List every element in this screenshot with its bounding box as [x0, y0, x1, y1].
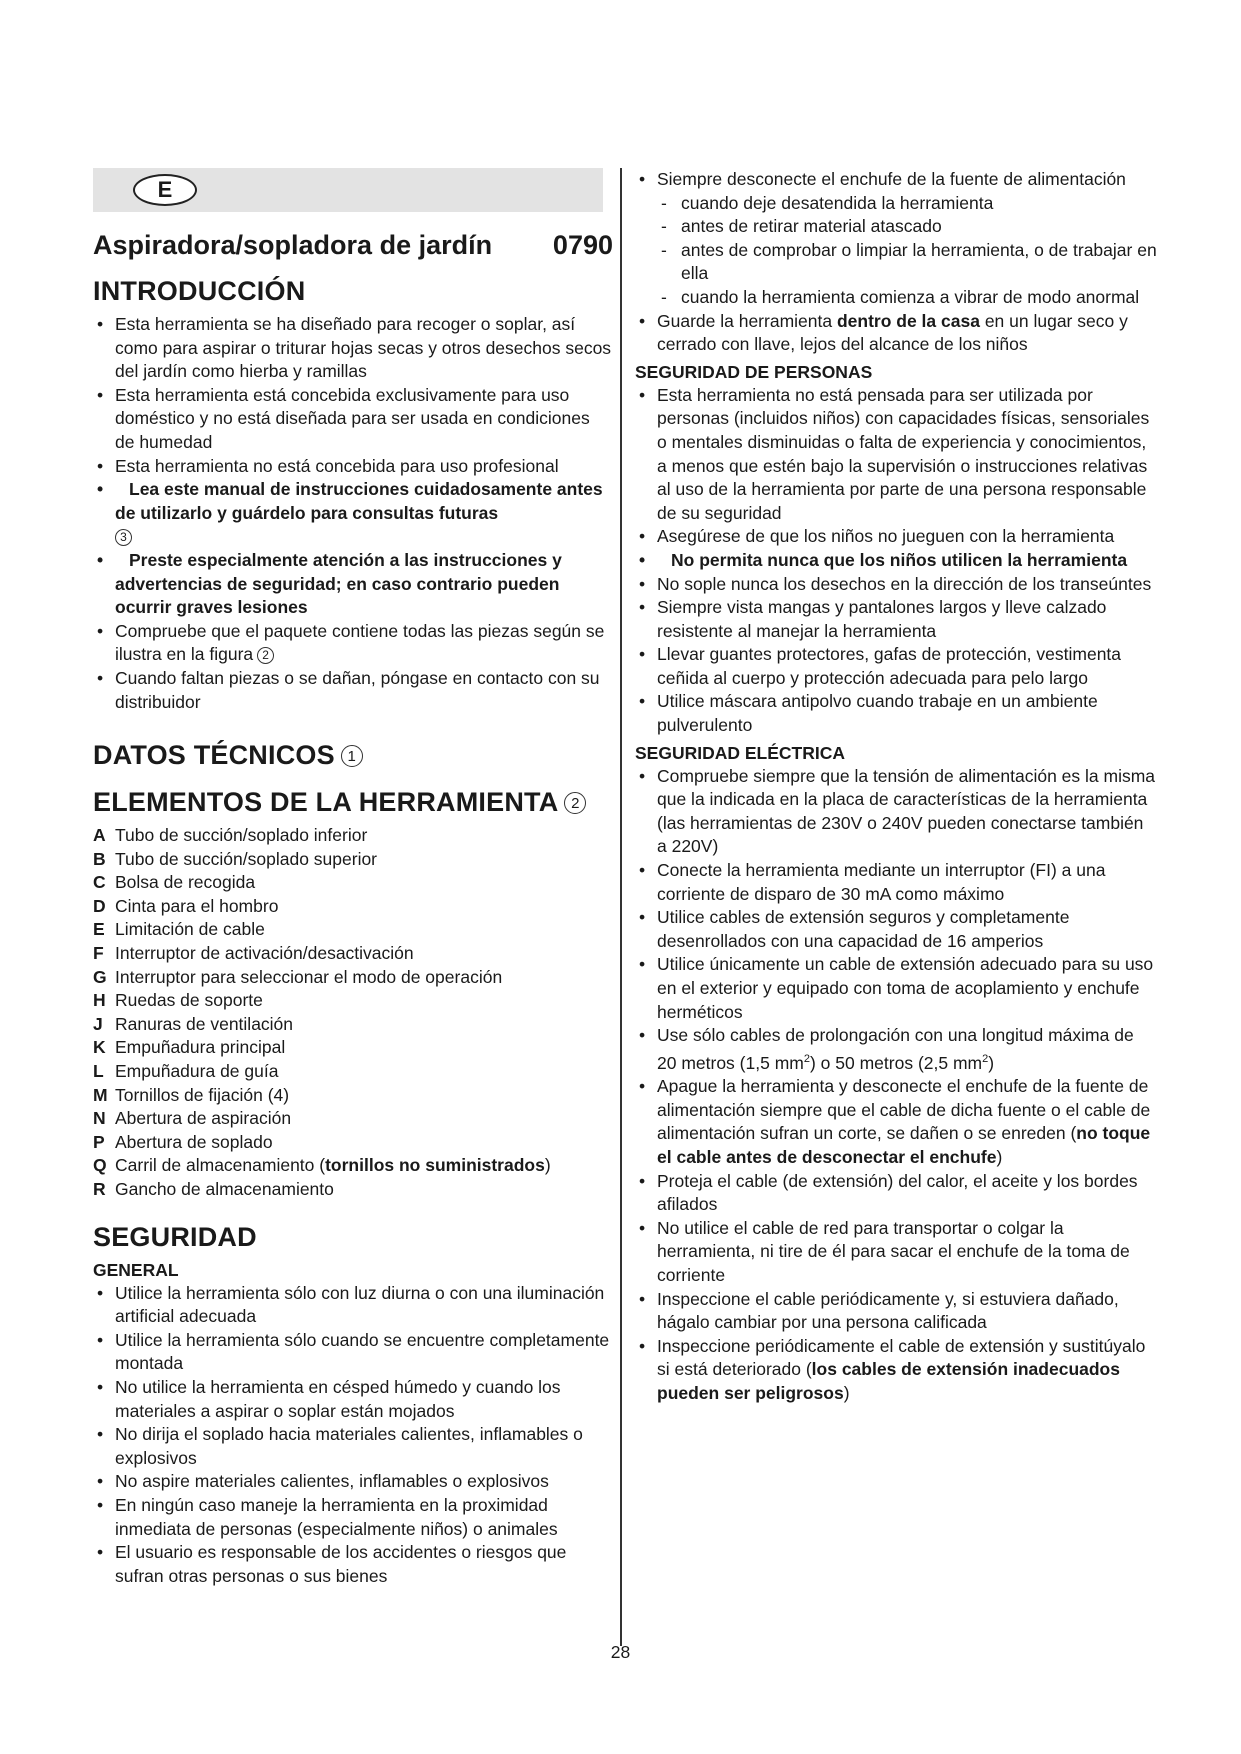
electrical-safety-heading: SEGURIDAD ELÉCTRICA: [635, 742, 846, 763]
language-bar: [93, 168, 603, 212]
part-text: Abertura de soplado: [115, 1131, 273, 1152]
tool-elements-heading: [93, 787, 613, 818]
figure-ref-1: 1: [341, 745, 363, 767]
list-item: • No utilice el cable de red para transportar o colgar la herramienta, ni tire de él para sacar el enchufe de la toma de corriente: [635, 1217, 1157, 1288]
language-badge: E: [133, 174, 197, 206]
electrical-safety-list-2: [635, 1024, 1157, 1169]
package-check-text: Compruebe que el paquete contiene todas las piezas según se ilustra en la figura: [115, 620, 605, 665]
cable-length-text-2: ) o 50 metros (2,5 mm: [809, 1052, 983, 1073]
list-item: • Esta herramienta no está concebida para uso profesional: [93, 455, 613, 479]
part-letter: P: [93, 1131, 105, 1152]
parts-list-tail: [93, 1154, 613, 1201]
store-emphasis: dentro de la casa: [836, 310, 980, 331]
list-item: [635, 1075, 1157, 1169]
list-item: • Conecte la herramienta mediante un interruptor (FI) a una corriente de disparo de 30 mA como máximo: [635, 859, 1157, 906]
switch-off-text: Apague la herramienta y desconecte el enchufe de la fuente de alimentación siempre que el cable de dicha fuente o el cable de alimentación sufran un corte, se dañen o se enreden (: [657, 1076, 1151, 1144]
list-item: • Siempre desconecte el enchufe de la fuente de alimentación: [635, 168, 1157, 192]
safety-heading: SEGURIDAD: [93, 1221, 257, 1252]
part-row: [93, 1154, 613, 1178]
part-letter: N: [93, 1108, 106, 1129]
personal-safety-list-2: [635, 573, 1157, 738]
part-letter: M: [93, 1084, 108, 1105]
part-letter: A: [93, 825, 106, 846]
product-name: Aspiradora/sopladora de jardín: [93, 230, 493, 260]
part-text: Tornillos de fijación (4): [115, 1084, 290, 1105]
personal-safety-bold: [635, 549, 1157, 573]
list-item: [93, 620, 613, 667]
part-letter: C: [93, 872, 106, 893]
part-text: Ruedas de soporte: [115, 990, 263, 1011]
inspect-emphasis: los cables de extensión inadecuados pueden ser peligrosos: [657, 1359, 1120, 1403]
children-warning: No permita nunca que los niños utilicen la herramienta: [671, 549, 1128, 570]
part-text: Gancho de almacenamiento: [115, 1179, 334, 1199]
inspect-close: ): [843, 1382, 850, 1403]
list-item: • No aspire materiales calientes, inflamables o explosivos: [93, 1470, 613, 1494]
list-item: • Esta herramienta está concebida exclusivamente para uso doméstico y no está diseñada para ser usada en condiciones de humedad: [93, 384, 613, 455]
list-item: • El usuario es responsable de los accidentes o riesgos que sufran otras personas o sus bienes: [93, 1541, 613, 1588]
personal-safety-list: [635, 384, 1157, 549]
part-letter: J: [93, 1013, 103, 1034]
technical-data-title: DATOS TÉCNICOS: [93, 740, 335, 771]
list-item: • Esta herramienta no está pensada para ser utilizada por personas (incluidos niños) con capacidades físicas, sensoriales o mentales disminuidas o falta de experiencia y conocimientos, a menos que estén bajo la supervisión o instrucciones relativas al uso de la herramienta por parte de una persona responsable de su seguridad: [635, 384, 1157, 526]
model-number: 0790: [552, 230, 613, 260]
unplug-list: [635, 168, 1157, 192]
figure-ref-2: 2: [564, 792, 586, 814]
list-item: • Cuando faltan piezas o se dañan, póngase en contacto con su distribuidor: [93, 667, 613, 714]
general-heading: GENERAL: [93, 1259, 179, 1280]
list-item: • Utilice la herramienta sólo con luz diurna o con una iluminación artificial adecuada: [93, 1282, 613, 1329]
list-item: • En ningún caso maneje la herramienta en la proximidad inmediata de personas (especialmente niños) o animales: [93, 1494, 613, 1541]
part-letter: H: [93, 990, 106, 1011]
store-text-end: en un lugar seco y cerrado con llave, lejos del alcance de los niños: [657, 310, 1128, 355]
part-row: [93, 824, 613, 848]
part-letter: B: [93, 848, 106, 869]
figure-ref-3: 3: [115, 529, 132, 546]
list-item: • Esta herramienta se ha diseñado para recoger o soplar, así como para aspirar o triturar hojas secas y otros desechos secos del jardín como hierba y ramillas: [93, 313, 613, 384]
list-item: • Utilice la herramienta sólo cuando se encuentre completamente montada: [93, 1329, 613, 1376]
technical-data-heading: [93, 740, 613, 771]
part-row: [93, 918, 613, 942]
list-item: • Compruebe siempre que la tensión de alimentación es la misma que la indicada en la placa de características de la herramienta (las herramientas de 230V o 240V pueden conectarse también a 220V): [635, 765, 1157, 859]
right-column: [635, 168, 1157, 1406]
list-item-bold: [93, 549, 613, 620]
switch-off-emphasis: no toque el cable antes de desconectar el enchufe: [657, 1123, 1151, 1167]
part-row: [93, 848, 613, 872]
list-item: [635, 1024, 1157, 1075]
part-row: [93, 1013, 613, 1037]
list-item: • No sople nunca los desechos en la dirección de los transeúntes: [635, 573, 1157, 597]
document-title: [93, 230, 613, 266]
electrical-safety-list: [635, 765, 1157, 1025]
list-item: - cuando la herramienta comienza a vibrar de modo anormal: [635, 286, 1157, 310]
list-item-bold: [93, 478, 613, 549]
list-item: • Utilice cables de extensión seguros y completamente desenrollados con una capacidad de 16 amperios: [635, 906, 1157, 953]
part-row: [93, 1084, 613, 1108]
part-letter: D: [93, 895, 106, 916]
tool-elements-title: ELEMENTOS DE LA HERRAMIENTA: [93, 787, 559, 818]
part-letter: Q: [93, 1155, 107, 1176]
part-text: Carril de almacenamiento (: [115, 1155, 326, 1176]
list-item: - cuando deje desatendida la herramienta: [635, 192, 1157, 216]
part-letter: F: [93, 943, 104, 964]
intro-heading: INTRODUCCIÓN: [93, 276, 306, 306]
part-row: [93, 871, 613, 895]
list-item: [635, 310, 1157, 357]
part-row: [93, 966, 613, 990]
part-row: [93, 1131, 613, 1155]
part-text: Empuñadura principal: [115, 1037, 286, 1058]
list-item: • No utilice la herramienta en césped húmedo y cuando los materiales a aspirar o soplar están mojados: [93, 1376, 613, 1423]
part-row: [93, 1107, 613, 1131]
part-close: ): [544, 1155, 551, 1176]
cable-length-close: ): [988, 1052, 995, 1073]
inspect-text: Inspeccione periódicamente el cable de extensión y sustitúyalo si está deteriorado (: [657, 1335, 1146, 1380]
part-letter: K: [93, 1037, 106, 1058]
part-row: [93, 989, 613, 1013]
list-item: • Utilice máscara antipolvo cuando trabaje en un ambiente pulverulento: [635, 690, 1157, 737]
switch-off-close: ): [996, 1146, 1003, 1167]
part-text: Interruptor para seleccionar el modo de operación: [115, 966, 503, 987]
list-item: - antes de retirar material atascado: [635, 215, 1157, 239]
part-row: [93, 942, 613, 966]
part-row: [93, 1178, 613, 1202]
part-text: Abertura de aspiración: [115, 1108, 292, 1129]
electrical-safety-list-4: [635, 1335, 1157, 1406]
list-item: • Inspeccione el cable periódicamente y, si estuviera dañado, hágalo cambiar por una persona calificada: [635, 1288, 1157, 1335]
personal-safety-heading: SEGURIDAD DE PERSONAS: [635, 361, 873, 382]
part-letter: G: [93, 966, 107, 987]
part-note: tornillos no suministrados: [325, 1155, 545, 1176]
part-text: Limitación de cable: [115, 919, 265, 940]
part-letter: R: [93, 1179, 106, 1199]
safety-warning: Preste especialmente atención a las instrucciones y advertencias de seguridad; en caso contrario pueden ocurrir graves lesiones: [115, 549, 562, 618]
part-text: Tubo de succión/soplado inferior: [115, 825, 368, 846]
part-row: [93, 895, 613, 919]
list-item: [635, 1335, 1157, 1406]
cable-length-text: Use sólo cables de prolongación con una longitud máxima de 20 metros (1,5 mm: [657, 1025, 1134, 1073]
part-letter: E: [93, 919, 105, 940]
list-item: • Llevar guantes protectores, gafas de protección, vestimenta ceñida al cuerpo y protección adecuada para pelo largo: [635, 643, 1157, 690]
figure-ref-2: 2: [257, 647, 274, 664]
part-row: [93, 1036, 613, 1060]
part-text: Empuñadura de guía: [115, 1061, 279, 1082]
part-text: Ranuras de ventilación: [115, 1013, 294, 1034]
unplug-sublist: [635, 192, 1157, 310]
superscript: 2: [803, 1052, 810, 1065]
column-divider: [620, 168, 622, 1646]
manual-warning: Lea este manual de instrucciones cuidadosamente antes de utilizarlo y guárdelo para consultas futuras: [115, 479, 603, 523]
left-column: [93, 168, 613, 1588]
list-item: • Utilice únicamente un cable de extensión adecuado para su uso en el exterior y equipado con toma de acoplamiento y enchufe herméticos: [635, 953, 1157, 1024]
list-item: • Proteja el cable (de extensión) del calor, el aceite y los bordes afilados: [635, 1170, 1157, 1217]
intro-list: [93, 313, 613, 714]
part-text: Tubo de succión/soplado superior: [115, 848, 378, 869]
electrical-safety-list-3: [635, 1170, 1157, 1335]
part-letter: L: [93, 1061, 104, 1082]
parts-list: [93, 824, 613, 1154]
list-item: - antes de comprobar o limpiar la herramienta, o de trabajar en ella: [635, 239, 1157, 286]
list-item: • Asegúrese de que los niños no jueguen con la herramienta: [635, 525, 1157, 549]
general-list: [93, 1282, 613, 1589]
list-item: • No dirija el soplado hacia materiales calientes, inflamables o explosivos: [93, 1423, 613, 1470]
store-text: Guarde la herramienta: [657, 310, 837, 331]
list-item-bold: [635, 549, 1157, 573]
part-text: Bolsa de recogida: [115, 872, 256, 893]
list-item: • Siempre vista mangas y pantalones largos y lleve calzado resistente al manejar la herramienta: [635, 596, 1157, 643]
store-list: [635, 310, 1157, 357]
part-text: Cinta para el hombro: [115, 895, 279, 916]
part-row: [93, 1060, 613, 1084]
page-number: 28: [610, 1642, 631, 1662]
part-text: Interruptor de activación/desactivación: [115, 943, 414, 964]
superscript: 2: [982, 1052, 989, 1065]
